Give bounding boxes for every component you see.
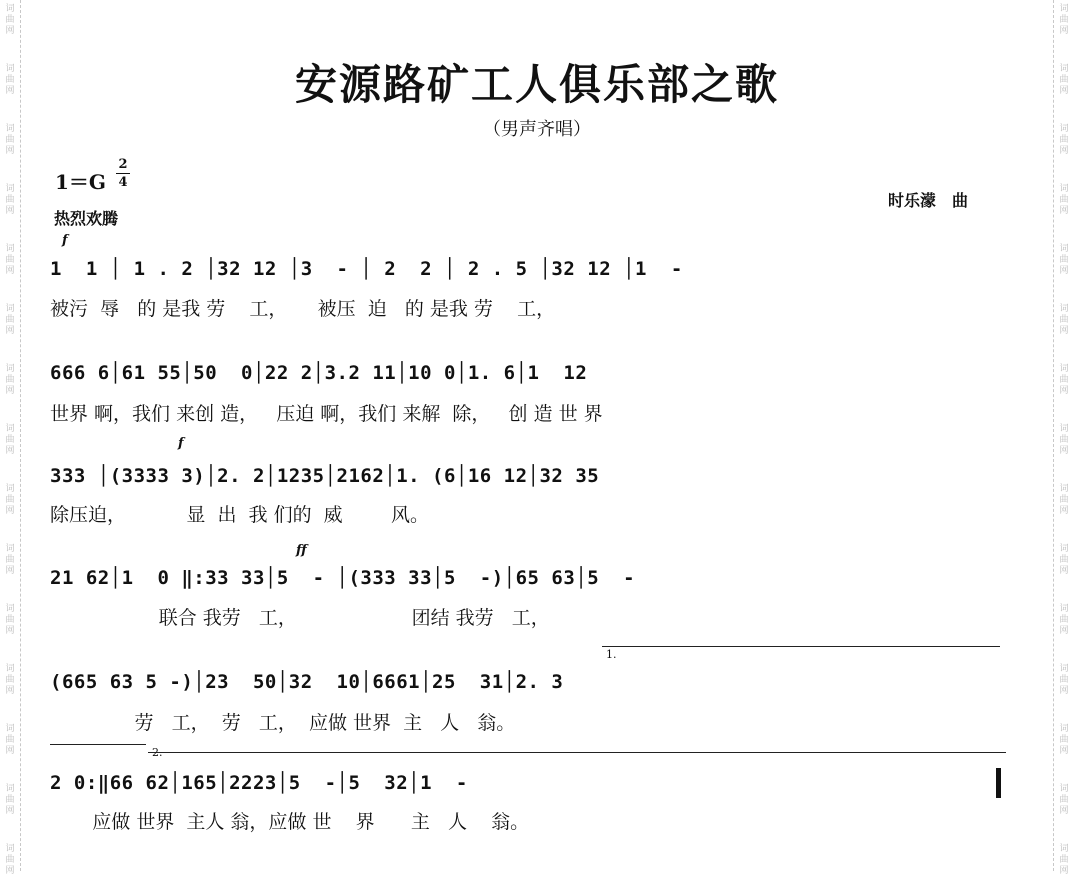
notation-line-3: 333 │(3333 3)│2. 2│1235│2162│1. (6│16 12│32 35 [50, 465, 600, 487]
watermark-glyph: 词 曲 网 [1059, 364, 1069, 396]
watermark-glyph: 词 曲 网 [1059, 724, 1069, 756]
volta-1-continuation [50, 744, 146, 745]
dynamic-ff: ff [296, 543, 307, 558]
watermark-glyph: 词 曲 网 [1059, 784, 1069, 816]
watermark-glyph: 词 曲 网 [1059, 244, 1069, 276]
tempo-marking: 热烈欢腾 [54, 209, 119, 228]
time-signature-bottom: 4 [118, 175, 128, 190]
volta-2-label: 2. [152, 746, 163, 759]
watermark-glyph: 词 曲 网 [5, 184, 15, 216]
time-signature [116, 157, 130, 190]
watermark-glyph: 词 曲 网 [1059, 184, 1069, 216]
watermark-glyph: 词 曲 网 [5, 724, 15, 756]
watermark-glyph: 词 曲 网 [5, 544, 15, 576]
watermark-glyph: 词 曲 网 [1059, 4, 1069, 36]
key-signature: 1＝G [55, 170, 106, 194]
notation-line-4: 21 62│1 0 ‖:33 33│5 - │(333 33│5 -)│65 63│5 - [50, 567, 636, 589]
watermark-glyph: 词 曲 网 [1059, 664, 1069, 696]
watermark-glyph: 词 曲 网 [5, 304, 15, 336]
watermark-glyph: 词 曲 网 [5, 664, 15, 696]
dynamic-f-1: f [62, 233, 68, 248]
final-barline [996, 768, 1001, 798]
lyric-line-3: 除压迫， 显 出 我 们的 威 风。 [50, 504, 429, 526]
watermark-glyph: 词 曲 网 [1059, 304, 1069, 336]
notation-line-1: 1 1 │ 1 . 2 │32 12 │3 - │ 2 2 │ 2 . 5 │32 12 │1 - [50, 258, 683, 280]
watermark-glyph: 词 曲 网 [1059, 64, 1069, 96]
watermark-glyph: 词 曲 网 [1059, 484, 1069, 516]
watermark-glyph: 词 曲 网 [1059, 424, 1069, 456]
song-title: 安源路矿工人俱乐部之歌 [294, 60, 779, 109]
dynamic-f-2: f [178, 436, 184, 451]
watermark-glyph: 词 曲 网 [1059, 124, 1069, 156]
volta-1-label: 1. [606, 648, 617, 661]
watermark-glyph: 词 曲 网 [5, 124, 15, 156]
watermark-glyph: 词 曲 网 [1059, 604, 1069, 636]
watermark-glyph: 词 曲 网 [5, 244, 15, 276]
song-subtitle: （男声齐唱） [483, 119, 591, 140]
watermark-glyph: 词 曲 网 [5, 604, 15, 636]
lyric-line-2: 世界 啊，我们 来创 造， 压迫 啊，我们 来解 除， 创 造 世 界 [50, 403, 603, 425]
notation-line-6: 2 0:‖66 62│165│2223│5 -│5 32│1 - [50, 772, 468, 794]
watermark-glyph: 词 曲 网 [5, 4, 15, 36]
lyric-line-5: 劳 工， 劳 工， 应做 世界 主 人 翁。 [50, 712, 516, 734]
volta-1-bracket [602, 646, 1000, 647]
watermark-glyph: 词 曲 网 [5, 64, 15, 96]
watermark-glyph: 词 曲 网 [1059, 844, 1069, 876]
notation-line-2: 666 6│61 55│50 0│22 2│3.2 11│10 0│1. 6│1 12 [50, 362, 588, 384]
lyric-line-4: 联合 我劳 工， 团结 我劳 工， [50, 607, 550, 629]
notation-line-5: (665 63 5 -)│23 50│32 10│6661│25 31│2. 3 [50, 671, 564, 693]
lyric-line-1: 被污 辱 的 是我 劳 工， 被压 迫 的 是我 劳 工， [50, 298, 556, 320]
watermark-glyph: 词 曲 网 [5, 784, 15, 816]
watermark-glyph: 词 曲 网 [5, 484, 15, 516]
volta-2-bracket [148, 752, 1006, 753]
watermark-glyph: 词 曲 网 [5, 364, 15, 396]
lyric-line-6: 应做 世界 主人 翁，应做 世 界 主 人 翁。 [50, 811, 530, 833]
watermark-glyph: 词 曲 网 [5, 424, 15, 456]
watermark-glyph: 词 曲 网 [5, 844, 15, 876]
composer-credit: 时乐濛 曲 [888, 191, 969, 210]
watermark-glyph: 词 曲 网 [1059, 544, 1069, 576]
time-signature-top: 2 [118, 157, 128, 172]
